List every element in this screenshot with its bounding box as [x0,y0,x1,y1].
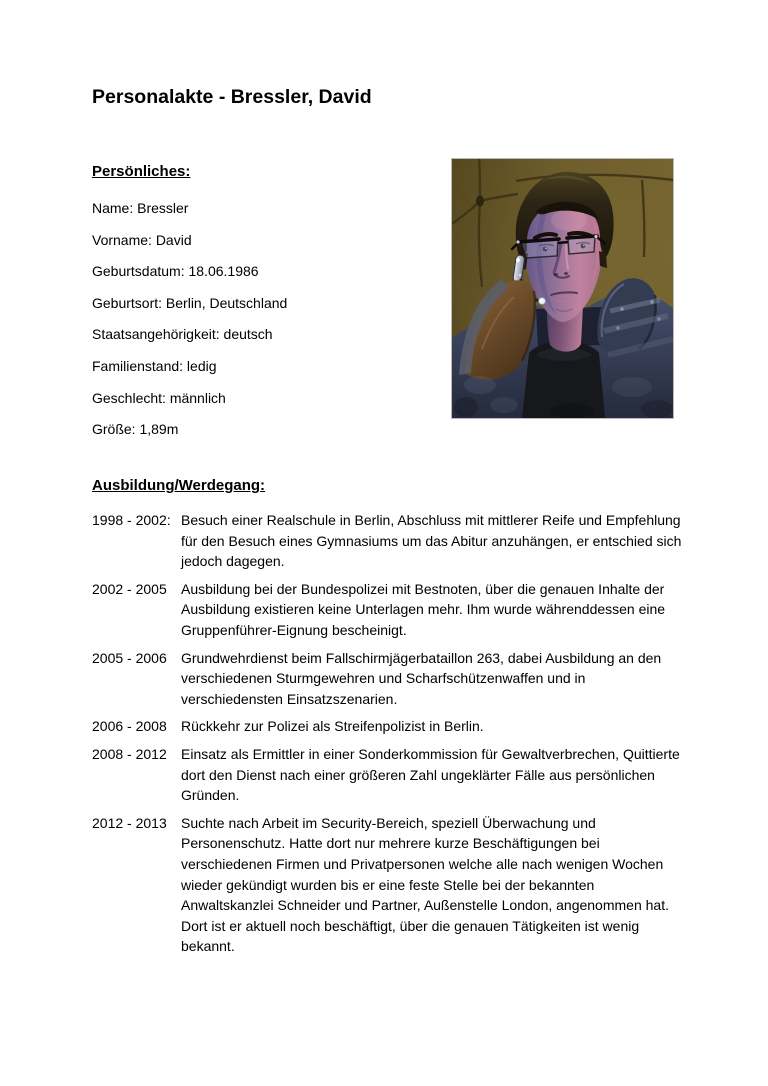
werdegang-entry [92,813,692,957]
page-title: Personalakte - Bressler, David [92,86,372,108]
field-name: Name: Bressler [92,200,189,216]
field-geburtsort: Geburtsort: Berlin, Deutschland [92,294,288,311]
section-werdegang [92,477,692,964]
field-groesse: Größe: 1,89m [92,421,179,438]
field-vorname: Vorname: David [92,231,192,248]
sideburn-right [599,251,607,268]
field-geburtsdatum: Geburtsdatum: 18.06.1986 [92,263,259,280]
entry-period: 2008 - 2012 [92,745,167,762]
entry-period: 2002 - 2005 [92,580,167,597]
field-staatsangehoerigkeit: Staatsangehörigkeit: deutsch [92,326,273,343]
entry-text: Ausbildung bei der Bundespolizei mit Bestnoten, über die genauen Inhalte der Ausbildung existieren keine Unterlagen mehr. Ihm wurde währenddessen eine Gruppenführer-Eignung bescheinigt. [181,580,666,638]
entry-period: 2005 - 2006 [92,649,167,666]
portrait-illustration [452,159,673,418]
entry-text: Besuch einer Realschule in Berlin, Abschluss mit mittlerer Reife und Empfehlung für den Besuch eines Gymnasiums um das Abitur anzuhängen, er entschied sich jedoch dagegen. [181,512,682,570]
werdegang-entry [92,579,692,641]
portrait-photo [451,158,674,419]
field-familienstand: Familienstand: ledig [92,357,217,374]
mic-tip [539,298,546,305]
werdegang-entry [92,510,692,572]
werdegang-entry [92,648,692,710]
entry-text: Suchte nach Arbeit im Security-Bereich, speziell Überwachung und Personenschutz. Hatte dort nur mehrere kurze Beschäftigungen bei verschiedenen Firmen und Privatpersonen welche alle nach wenigen Wochen wieder gekündigt wurden bis er eine feste Stelle bei der bekannten Anwaltskanzlei Schneider und Partner, Außenstelle London, angenommen hat. Dort ist er aktuell noch beschäftigt, über die genauen Tätigkeiten ist wenig bekannt. [181,814,669,955]
seam-knot [476,196,484,207]
entry-text: Grundwehrdienst beim Fallschirmjägerbataillon 263, dabei Ausbildung an den verschiedenen Sturmgewehren und Scharfschützenwaffen und in verschiedensten Einsatzszenarien. [181,649,662,707]
entry-text: Rückkehr zur Polizei als Streifenpolizist in Berlin. [181,718,484,735]
field-geschlecht: Geschlecht: männlich [92,389,226,406]
werdegang-heading: Ausbildung/Werdegang: [92,477,266,494]
section-personal [92,163,437,451]
entry-period: 2012 - 2013 [92,814,167,831]
werdegang-entry [92,716,692,737]
personal-heading: Persönliches: [92,163,191,180]
entry-period: 2006 - 2008 [92,718,167,735]
entry-period: 1998 - 2002: [92,512,171,528]
entry-text: Einsatz als Ermittler in einer Sonderkommission für Gewaltverbrechen, Quittierte dort den Dienst nach einer größeren Zahl ungeklärter Fälle aus persönlichen Gründen. [181,745,680,804]
werdegang-entry [92,744,692,806]
